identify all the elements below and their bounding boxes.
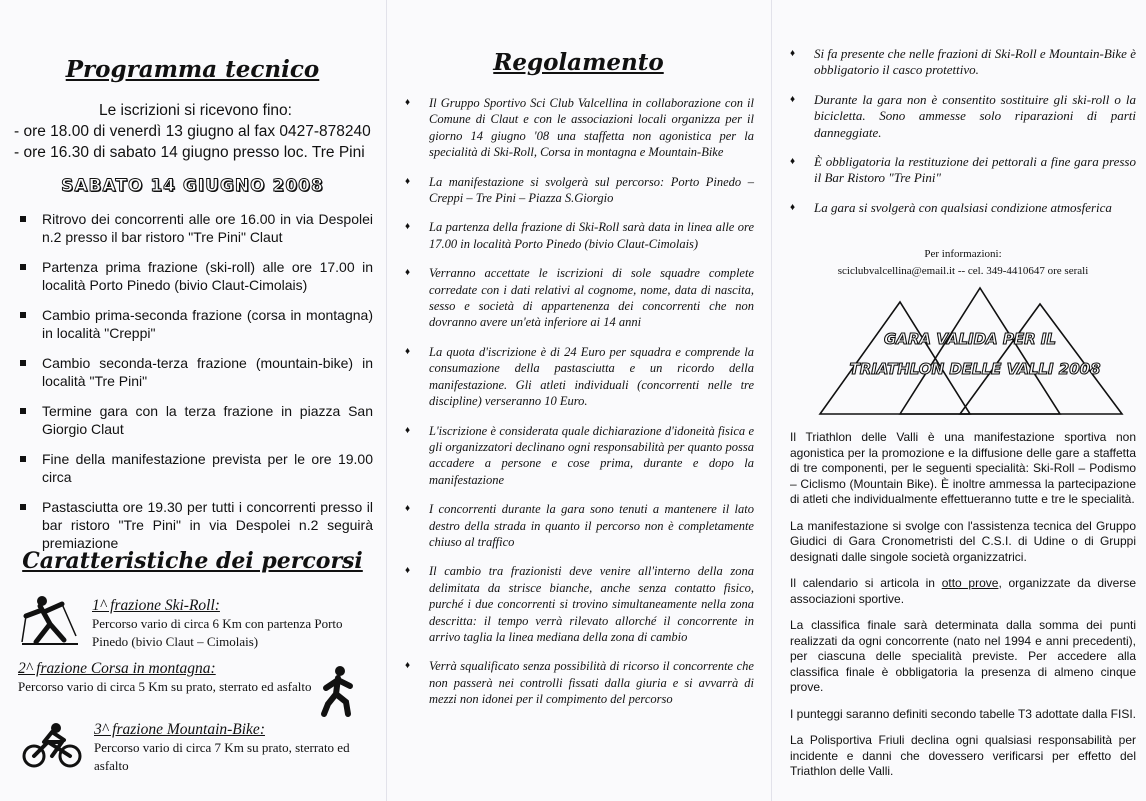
skier-icon (20, 592, 82, 648)
cyclist-icon (22, 722, 84, 770)
iscrizioni-line: - ore 16.30 di sabato 14 giugno presso loc. Tre Pini (14, 144, 365, 161)
programma-list (20, 210, 373, 564)
list-item: ♦ La manifestazione si svolgerà sul percorso: Porto Pinedo – Creppi – Tre Pini – Piazza S.Giorgio (405, 174, 754, 207)
regolamento-continued-list (790, 46, 1136, 229)
caratteristiche-title: Caratteristiche dei percorsi (22, 548, 363, 574)
list-item: Fine della manifestazione prevista per le ore 19.00 circa (20, 450, 373, 486)
info-contact: sciclubvalcellina@email.it -- cel. 349-4410647 ore serali (837, 265, 1089, 277)
event-date: SABATO 14 GIUGNO 2008 (61, 176, 324, 196)
info-label: Per informazioni: (924, 248, 1002, 260)
list-item: ♦ Verranno accettate le iscrizioni di sole squadre complete corredate con i dati relativi al cognome, nome, data di nascita, sesso e società di appartenenza dei concorrenti che non dovranno avere un'età inferiore ai 14 anni (405, 265, 754, 331)
frazione-text: Percorso vario di circa 5 Km su prato, sterrato ed asfalto (18, 679, 312, 694)
runner-icon (318, 664, 358, 718)
frazione-2 (18, 660, 325, 696)
logo-line2: TRIATHLON DELLE VALLI 2008 (849, 360, 1101, 378)
paragraph: I punteggi saranno definiti secondo tabelle T3 adottate dalla FISI. (790, 706, 1137, 721)
list-item: Pastasciutta ore 19.30 per tutti i concorrenti presso il bar ristoro "Tre Pini" in via Despolei n.2 seguirà premiazione (20, 498, 373, 552)
frazione-3 (94, 721, 373, 775)
frazione-heading: 1^ frazione Ski-Roll: (92, 597, 220, 614)
paragraph: La Polisportiva Friuli declina ogni qualsiasi responsabilità per incidente e danni che dovessero verificarsi per effetto del Triathlon delle Valli. (790, 733, 1136, 778)
list-item: ♦ La quota d'iscrizione è di 24 Euro per squadra e comprende la consumazione della pastasciutta e un ricordo della manifestazione. Gli atleti individuali (concorrenti nelle tre discipline) verseranno 10 Euro. (405, 344, 754, 410)
list-item: Termine gara con la terza frazione in piazza San Giorgio Claut (20, 402, 373, 438)
list-item: Cambio seconda-terza frazione (mountain-bike) in località "Tre Pini" (20, 354, 373, 390)
otto-prove: otto prove (941, 576, 999, 590)
paragraph: La manifestazione si svolge con l'assistenza tecnica del Gruppo Giudici di Gara Cronometristi del C.S.I. di Udine o di Gruppi designati dalle singole società organizzatrici. (790, 518, 1136, 564)
list-item: ♦ Il Gruppo Sportivo Sci Club Valcellina in collaborazione con il Comune di Claut e con le associazioni locali organizza per il giorno 14 giugno '08 una staffetta non agonistica per la specialità di Ski-Roll, Corsa in montagna e Mountain-Bike (405, 95, 754, 161)
mountains-icon (820, 288, 1122, 414)
regolamento-list (405, 95, 754, 721)
list-item: Partenza prima frazione (ski-roll) alle ore 17.00 in località Porto Pinedo (bivio Claut-Cimolais) (20, 258, 373, 294)
info-block (790, 246, 1136, 280)
frazione-text: Percorso vario di circa 7 Km su prato, sterrato ed asfalto (94, 740, 350, 773)
regolamento-title: Regolamento (493, 49, 664, 76)
iscrizioni-line: - ore 18.00 di venerdì 13 giugno al fax 0427-878240 (14, 123, 371, 140)
list-item: ♦ Si fa presente che nelle frazioni di Ski-Roll e Mountain-Bike è obbligatorio il casco protettivo. (790, 46, 1136, 79)
frazione-1 (92, 597, 373, 651)
frazione-heading: 2^ frazione Corsa in montagna: (18, 660, 216, 677)
column-triathlon (771, 0, 1146, 801)
frazione-heading: 3^ frazione Mountain-Bike: (94, 721, 265, 738)
paragraph: La classifica finale sarà determinata dalla somma dei punti realizzati da ogni concorrente (nato nel 1994 e anni precedenti), per ciascuna delle specialità previste. Per accedere alla classifica finale è obbligatoria la presenza di almeno cinque prove. (790, 618, 1136, 694)
list-item: Cambio prima-seconda frazione (corsa in montagna) in località "Creppi" (20, 306, 373, 342)
list-item: ♦ Durante la gara non è consentito sostituire gli ski-roll o la bicicletta. Sono ammesse solo riparazioni di parti danneggiate. (790, 92, 1136, 141)
list-item: ♦ È obbligatoria la restituzione dei pettorali a fine gara presso il Bar Ristoro "Tre Pini" (790, 154, 1136, 187)
list-item: ♦ L'iscrizione è considerata quale dichiarazione d'idoneità fisica e gli organizzatori declinano ogni responsabilità per quanto possa accadere a persone e cose prima, durante e dopo la manifestazione (405, 423, 754, 489)
list-item: ♦ La gara si svolgerà con qualsiasi condizione atmosferica (790, 200, 1136, 216)
triathlon-description (790, 430, 1136, 791)
list-item: ♦ I concorrenti durante la gara sono tenuti a mantenere il lato destro della strada in quanto il percorso non è completamente chiuso al traffico (405, 501, 754, 550)
paragraph-text: , organizzate da diverse associazioni sportive. (790, 576, 1137, 606)
frazione-text: Percorso vario di circa 6 Km con partenza Porto Pinedo (bivio Claut – Cimolais) (92, 616, 343, 649)
logo-line1: GARA VALIDA PER IL (883, 330, 1057, 348)
column-programma (0, 0, 385, 801)
programma-title: Programma tecnico (65, 56, 320, 83)
list-item: ♦ Il cambio tra frazionisti deve venire all'interno della zona delimitata da strisce bianche, anche senza contatto fisico, purché i due concorrenti si trovino simultaneamente nella zona descritta: il tempo verrà rilevato allorché il concorrente in arrivo taglia la linea mediana della zona di cambio (405, 563, 754, 645)
paragraph (790, 576, 1136, 607)
iscrizioni-heading: Le iscrizioni si ricevono fino: (99, 102, 292, 119)
iscrizioni-block (14, 100, 377, 163)
list-item: ♦ Verrà squalificato senza possibilità di ricorso il concorrente che non passerà nei controlli fissati dalla giuria e si avvarrà di mezzi non idonei per il compimento del percorso (405, 658, 754, 707)
list-item: Ritrovo dei concorrenti alle ore 16.00 in via Despolei n.2 presso il bar ristoro "Tre Pini" Claut (20, 210, 373, 246)
paragraph: Il Triathlon delle Valli è una manifestazione sportiva non agonistica per la promozione e la diffusione delle gare a staffetta di tre componenti, per le seguenti specialità: Ski-Roll – Podismo – Ciclismo (Mountain Bike). È inoltre ammessa la partecipazione di atleti che individualmente effettueranno tutte e tre le specialità. (790, 430, 1136, 506)
paragraph-text: Il calendario si articola in (790, 576, 935, 590)
column-regolamento (386, 0, 770, 801)
list-item: ♦ La partenza della frazione di Ski-Roll sarà data in linea alle ore 17.00 in località Porto Pinedo (bivio Claut-Cimolais) (405, 219, 754, 252)
triathlon-logo (810, 282, 1130, 422)
